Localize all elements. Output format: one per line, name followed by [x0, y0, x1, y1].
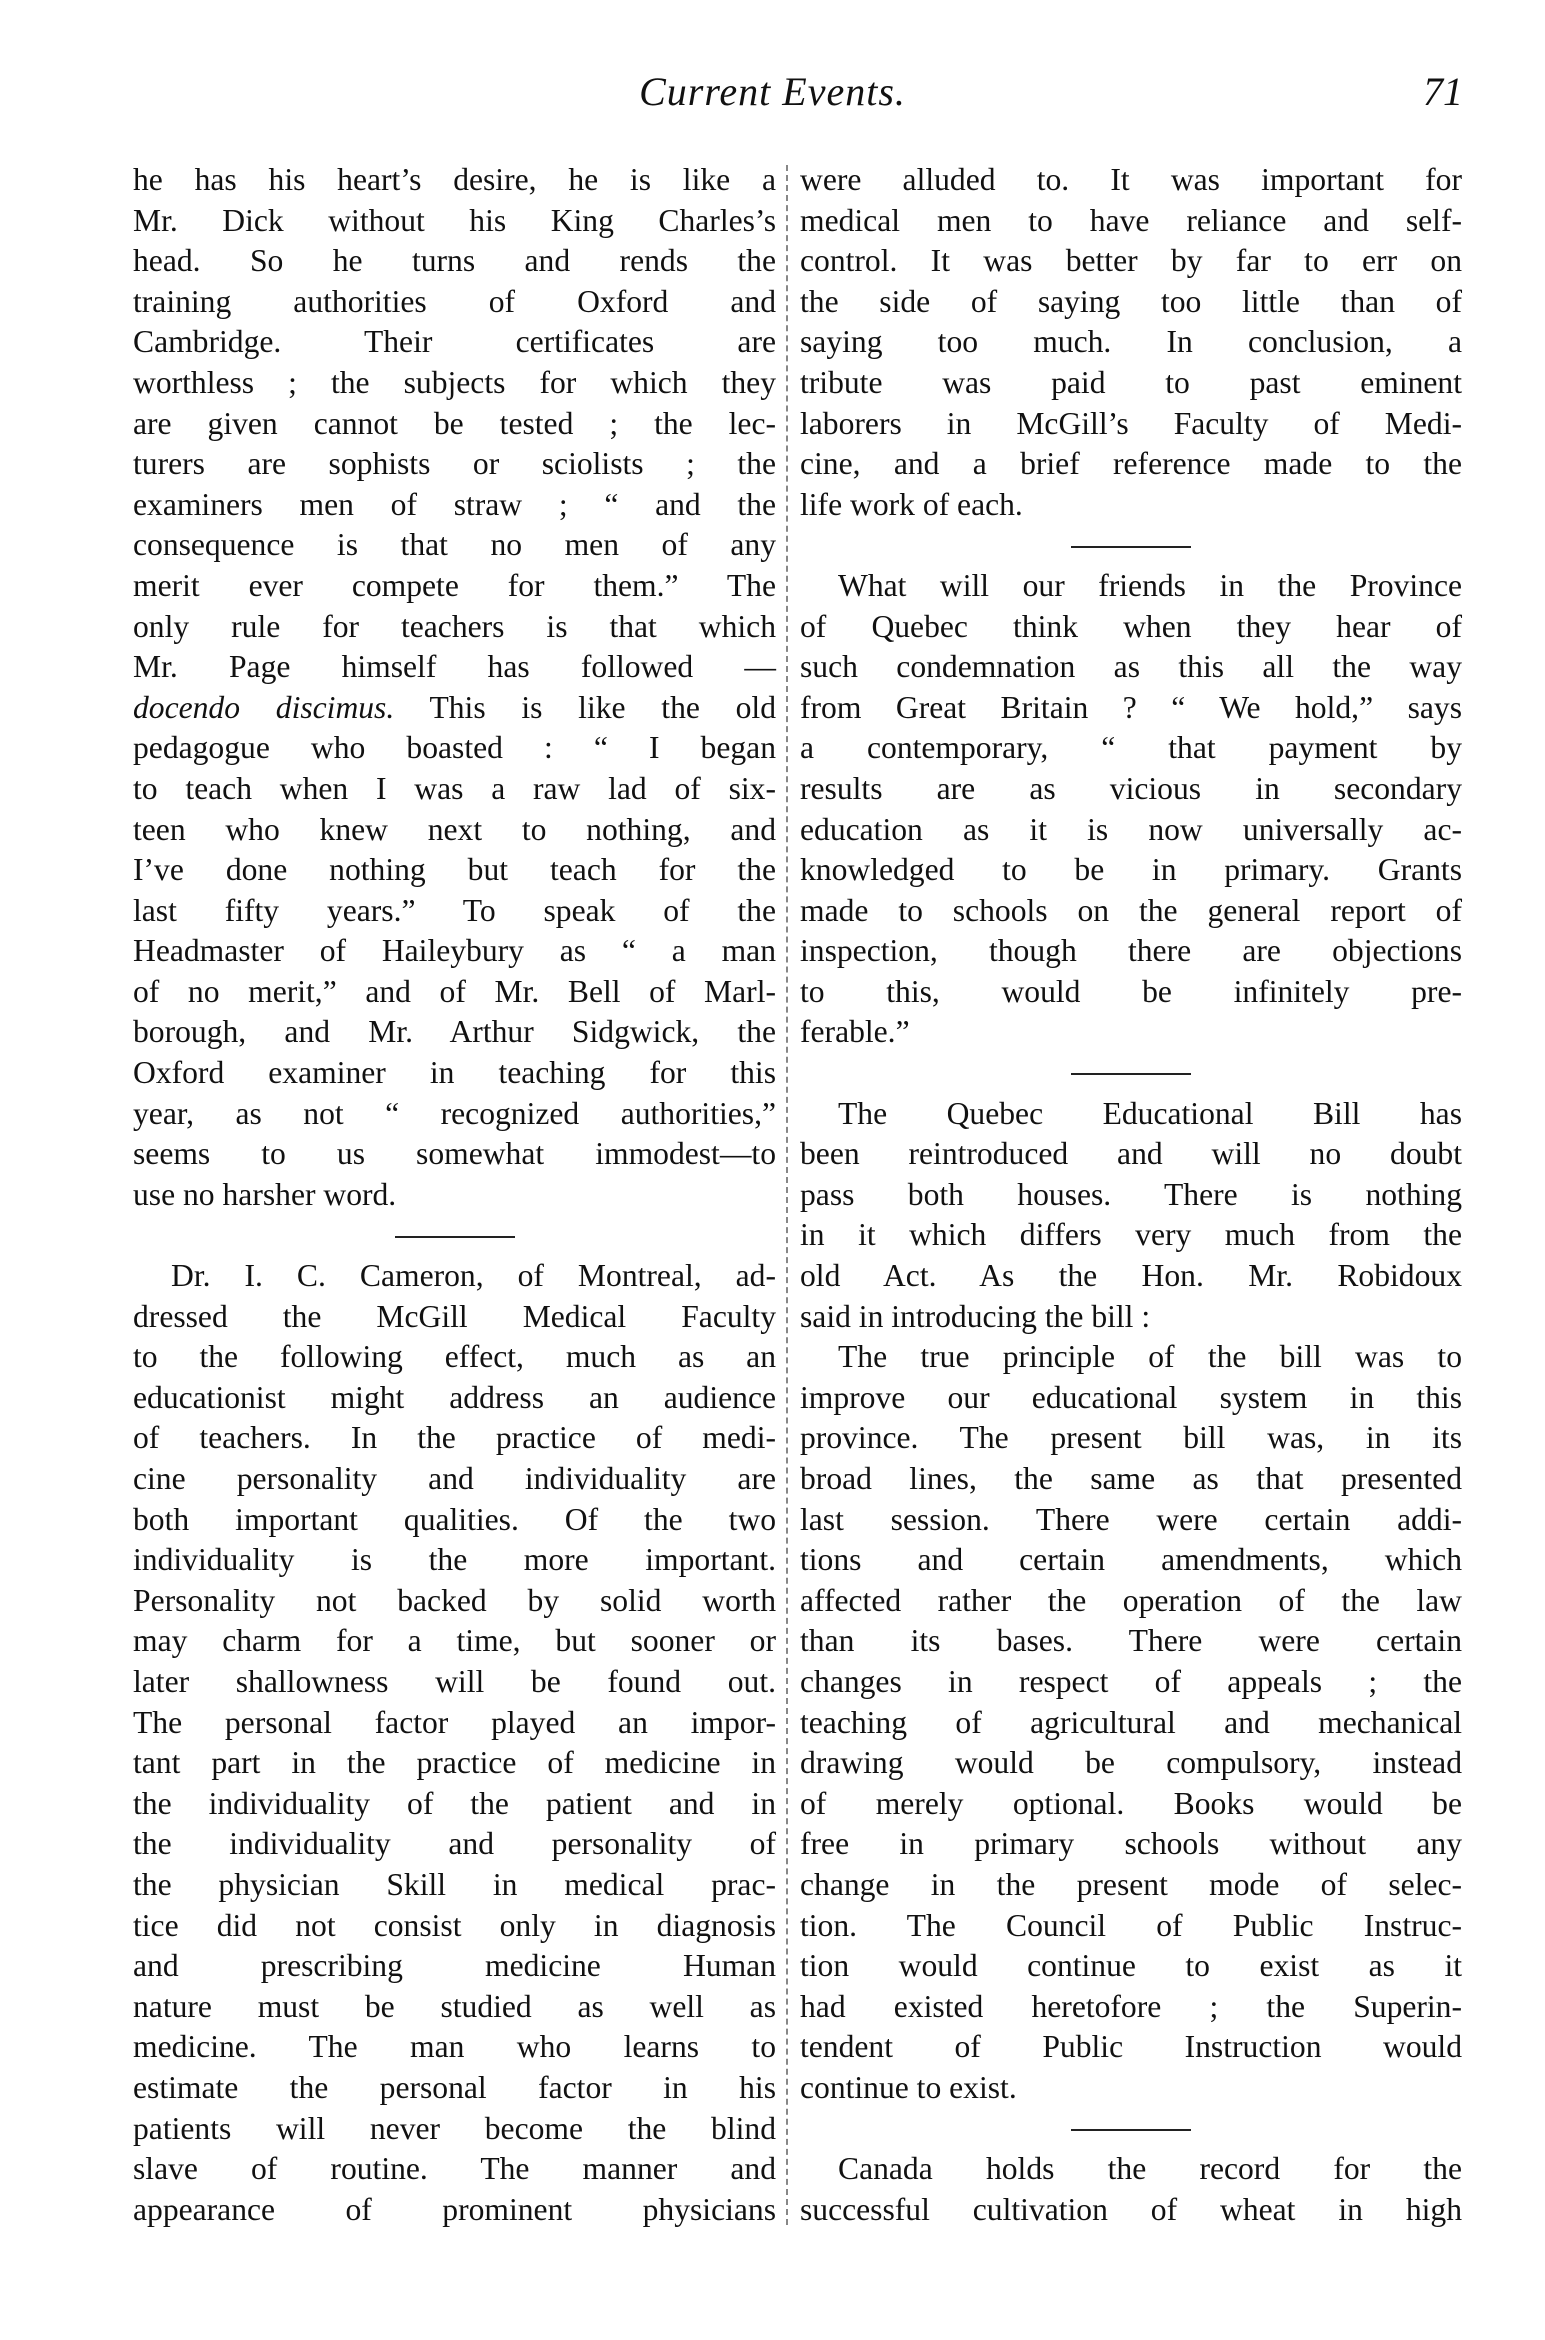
text-line: pass both houses. There is nothing: [800, 1176, 1462, 1212]
text-line: Cambridge. Their certificates are: [133, 324, 776, 360]
text-line: educationist might address an audience: [133, 1379, 776, 1415]
text-line: cine, and a brief reference made to the: [800, 446, 1462, 482]
text-line: affected rather the operation of the law: [800, 1582, 1462, 1618]
text-line: tions and certain amendments, which: [800, 1542, 1462, 1578]
text-line: Personality not backed by solid worth: [133, 1582, 776, 1618]
text-line: may charm for a time, but sooner or: [133, 1623, 776, 1659]
text-line: of no merit,” and of Mr. Bell of Marl-: [133, 973, 776, 1009]
text-line: improve our educational system in this: [800, 1379, 1462, 1415]
text-line: were alluded to. It was important for: [800, 162, 1462, 197]
text-line: control. It was better by far to err on: [800, 243, 1462, 279]
text-line: The true principle of the bill was to: [838, 1339, 1462, 1375]
text-line: of merely optional. Books would be: [800, 1785, 1462, 1821]
text-line: tant part in the practice of medicine in: [133, 1745, 776, 1781]
text-line: province. The present bill was, in its: [800, 1420, 1462, 1456]
text-line: the individuality and personality of: [133, 1826, 776, 1862]
text-line: knowledged to be in primary. Grants: [800, 852, 1462, 888]
text-line: a contemporary, “ that payment by: [800, 730, 1462, 766]
text-line: turers are sophists or sciolists ; the: [133, 446, 776, 482]
text-line: Mr. Dick without his King Charles’s: [133, 202, 776, 238]
text-line: dressed the McGill Medical Faculty: [133, 1298, 776, 1334]
text-line: estimate the personal factor in his: [133, 2069, 776, 2105]
text-line: Headmaster of Haileybury as “ a man: [133, 933, 776, 969]
text-line: merit ever compete for them.” The: [133, 567, 776, 603]
text-line: drawing would be compulsory, instead: [800, 1745, 1462, 1781]
text-line: made to schools on the general report of: [800, 892, 1462, 928]
text-line: tion. The Council of Public Instruc-: [800, 1907, 1462, 1943]
text-line: continue to exist.: [800, 2069, 1017, 2105]
text-line: borough, and Mr. Arthur Sidgwick, the: [133, 1014, 776, 1050]
text-line: tendent of Public Instruction would: [800, 2029, 1462, 2065]
text-line: nature must be studied as well as: [133, 1988, 776, 2024]
text-line: in it which differs very much from the: [800, 1217, 1462, 1253]
text-line: said in introducing the bill :: [800, 1298, 1151, 1334]
column-divider: [786, 165, 788, 2225]
italic-phrase: docendo discimus.: [133, 689, 395, 725]
text-line: cine personality and individuality are: [133, 1461, 776, 1496]
text-line: education as it is now universally ac-: [800, 811, 1462, 847]
text-line: to the following effect, much as an: [133, 1339, 776, 1375]
text-line: to teach when I was a raw lad of six-: [133, 770, 776, 806]
section-separator: [800, 2109, 1462, 2150]
text-line: What will our friends in the Province: [838, 567, 1462, 603]
text-line: the physician Skill in medical prac-: [133, 1866, 776, 1902]
text-line: saying too much. In conclusion, a: [800, 324, 1462, 360]
text-line: patients will never become the blind: [133, 2110, 776, 2146]
text-line: life work of each.: [800, 486, 1023, 522]
text-line: successful cultivation of wheat in high: [800, 2191, 1462, 2227]
text-line: pedagogue who boasted : “ I began: [133, 730, 776, 766]
text-line: training authorities of Oxford and: [133, 283, 776, 319]
text-line: use no harsher word.: [133, 1176, 397, 1212]
left-column: [133, 160, 776, 2230]
text-line: inspection, though there are objections: [800, 933, 1462, 969]
text-line: only rule for teachers is that which: [133, 608, 776, 644]
running-title: Current Events.: [639, 69, 906, 114]
text-line: ferable.”: [800, 1014, 910, 1050]
text-line: of Quebec think when they hear of: [800, 608, 1462, 644]
text-line: to this, would be infinitely pre-: [800, 973, 1462, 1009]
text-line: slave of routine. The manner and: [133, 2151, 776, 2187]
text-line: broad lines, the same as that presented: [800, 1461, 1462, 1496]
text-line: and prescribing medicine Human: [133, 1948, 776, 1984]
text-line: tice did not consist only in diagnosis: [133, 1907, 776, 1943]
text-line: Canada holds the record for the: [838, 2151, 1462, 2187]
text-line: examiners men of straw ; “ and the: [133, 486, 776, 522]
text-line: medicine. The man who learns to: [133, 2029, 776, 2065]
text-line: the side of saying too little than of: [800, 283, 1462, 319]
text-line: I’ve done nothing but teach for the: [133, 852, 776, 888]
text-line: than its bases. There were certain: [800, 1623, 1462, 1659]
text-line: tribute was paid to past eminent: [800, 364, 1462, 400]
text-line: been reintroduced and will no doubt: [800, 1136, 1462, 1172]
text-line: Mr. Page himself has followed —: [133, 649, 776, 685]
text-line: from Great Britain ? “ We hold,” says: [800, 689, 1462, 725]
text-line: of teachers. In the practice of medi-: [133, 1420, 776, 1456]
text-line: tion would continue to exist as it: [800, 1948, 1462, 1984]
text-line: are given cannot be tested ; the lec-: [133, 405, 776, 441]
page-number: 71: [1423, 69, 1463, 114]
text-line: last fifty years.” To speak of the: [133, 892, 776, 928]
section-separator: [133, 1215, 776, 1256]
text-line: teen who knew next to nothing, and: [133, 811, 776, 847]
text-line: medical men to have reliance and self-: [800, 202, 1462, 238]
text-line: such condemnation as this all the way: [800, 649, 1462, 685]
text-line: docendo discimus. This is like the old: [133, 689, 777, 725]
text-line: Dr. I. C. Cameron, of Montreal, ad-: [171, 1258, 776, 1294]
text-line: individuality is the more important.: [133, 1542, 776, 1578]
text-line: year, as not “ recognized authorities,”: [133, 1095, 776, 1131]
text-line: The personal factor played an impor-: [133, 1704, 776, 1740]
text-line: results are as vicious in secondary: [800, 770, 1462, 806]
text-line: had existed heretofore ; the Superin-: [800, 1988, 1462, 2024]
text-line: Oxford examiner in teaching for this: [133, 1055, 776, 1091]
right-column: [800, 160, 1462, 2230]
text-line: teaching of agricultural and mechanical: [800, 1704, 1462, 1740]
text-line: both important qualities. Of the two: [133, 1501, 776, 1537]
text-line: seems to us somewhat immodest—to: [133, 1136, 776, 1172]
text-line: he has his heart’s desire, he is like a: [133, 162, 776, 197]
text-line: worthless ; the subjects for which they: [133, 364, 776, 400]
text-line: consequence is that no men of any: [133, 527, 776, 563]
text-line: last session. There were certain addi-: [800, 1501, 1462, 1537]
text-line: the individuality of the patient and in: [133, 1785, 776, 1821]
section-separator: [800, 1053, 1462, 1094]
text-line: The Quebec Educational Bill has: [838, 1095, 1462, 1131]
text-line: free in primary schools without any: [800, 1826, 1462, 1862]
section-separator: [800, 525, 1462, 566]
text-line: changes in respect of appeals ; the: [800, 1663, 1462, 1699]
text-line: later shallowness will be found out.: [133, 1663, 776, 1699]
text-line: old Act. As the Hon. Mr. Robidoux: [800, 1258, 1462, 1294]
text-line: laborers in McGill’s Faculty of Medi-: [800, 405, 1462, 441]
text-line: head. So he turns and rends the: [133, 243, 776, 279]
text-line: appearance of prominent physicians: [133, 2191, 776, 2227]
text-line: change in the present mode of selec-: [800, 1866, 1462, 1902]
